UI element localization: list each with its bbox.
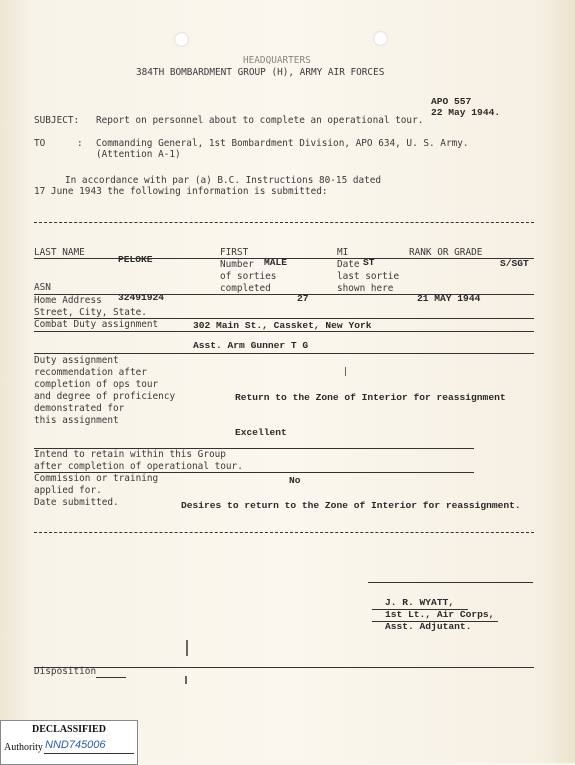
rule [34,353,534,354]
stray-mark [345,367,346,376]
divider [34,532,534,533]
rule [34,667,534,668]
home-address-value: 302 Main St., Cassket, New York [193,320,372,331]
duty-label-2: recommendation after [34,367,147,378]
intro-line-2: 17 June 1943 the following information is submitted: [34,186,328,197]
retain-value: No [289,475,301,486]
retain-label-1: Intend to retain within this Group [34,449,226,460]
divider [34,222,534,223]
header-line-1: HEADQUARTERS [243,55,311,66]
commission-value: Desires to return to the Zone of Interior for reassignment. [181,500,521,511]
middle-initial-label: MI [337,247,349,258]
rule [34,331,534,332]
stray-mark [185,676,187,684]
subject-text: Report on personnel about to complete an operational tour. [96,115,424,126]
commission-label-3: Date submitted. [34,497,119,508]
apo-number: APO 557 [431,96,472,107]
asn-label: ASN [34,282,51,293]
home-address-label-1: Home Address [34,295,102,306]
duty-label-1: Duty assignment [34,355,119,366]
middle-initial-value: ST [363,257,375,268]
duty-recommendation-value: Return to the Zone of Interior for reassignment [235,392,506,403]
disposition-underline [96,677,126,678]
commission-label-2: applied for. [34,485,102,496]
last-sortie-label-1: Date [337,259,360,270]
disposition-label: Disposition [34,666,97,677]
last-sortie-label-2: last sortie [337,271,400,282]
signature-underline [372,621,498,622]
last-name-value: PELOKE [118,254,153,265]
asn-value: 32491924 [118,292,165,303]
to-line-2: (Attention A-1) [96,149,181,160]
authority-underline [44,753,134,754]
sorties-value: 27 [297,293,309,304]
signer-name: J. R. WYATT, [385,597,455,608]
punch-hole [373,31,388,46]
subject-label: SUBJECT: [34,115,80,126]
signer-title: Asst. Adjutant. [385,621,472,632]
signer-rank: 1st Lt., Air Corps, [385,609,495,620]
duty-label-4: and degree of proficiency [34,391,176,402]
duty-label-3: completion of ops tour [34,379,159,390]
to-line-1: Commanding General, 1st Bombardment Division, APO 634, U. S. Army. [96,138,469,149]
last-name-label: LAST NAME [34,247,85,258]
combat-duty-label: Combat Duty assignment [34,319,159,330]
to-label: TO [34,138,46,149]
rank-label: RANK OR GRADE [409,247,483,258]
document-date: 22 May 1944. [431,107,501,118]
declassified-heading: DECLASSIFIED [32,724,106,735]
declassified-stamp [0,720,138,765]
intro-line-1: In accordance with par (a) B.C. Instructions 80-15 dated [65,175,382,186]
first-name-label: FIRST [220,247,249,258]
retain-label-2: after completion of operational tour. [34,461,243,472]
authority-value: NND745006 [45,739,106,751]
header-line-2: 384TH BOMBARDMENT GROUP (H), ARMY AIR FORCES [136,67,385,78]
rule [34,294,534,295]
proficiency-value: Excellent [235,427,287,438]
first-name-value: MALE [264,257,288,268]
combat-duty-value: Asst. Arm Gunner T G [193,340,309,351]
sorties-label-1: Number [220,259,254,270]
punch-hole [174,32,189,47]
authority-label: Authority [4,742,43,753]
home-address-label-2: Street, City, State. [34,307,147,318]
last-sortie-label-3: shown here [337,283,394,294]
last-sortie-value: 21 MAY 1944 [417,293,481,304]
duty-label-6: this assignment [34,415,119,426]
stray-mark [186,640,188,656]
duty-label-5: demonstrated for [34,403,125,414]
commission-label-1: Commission or training [34,473,159,484]
signature-underline [372,609,468,610]
sorties-label-2: of sorties [220,271,277,282]
signature-rule [368,582,533,583]
rank-value: S/SGT [500,258,529,269]
rule [34,258,534,259]
to-colon: : [77,138,83,149]
sorties-label-3: completed [220,283,271,294]
